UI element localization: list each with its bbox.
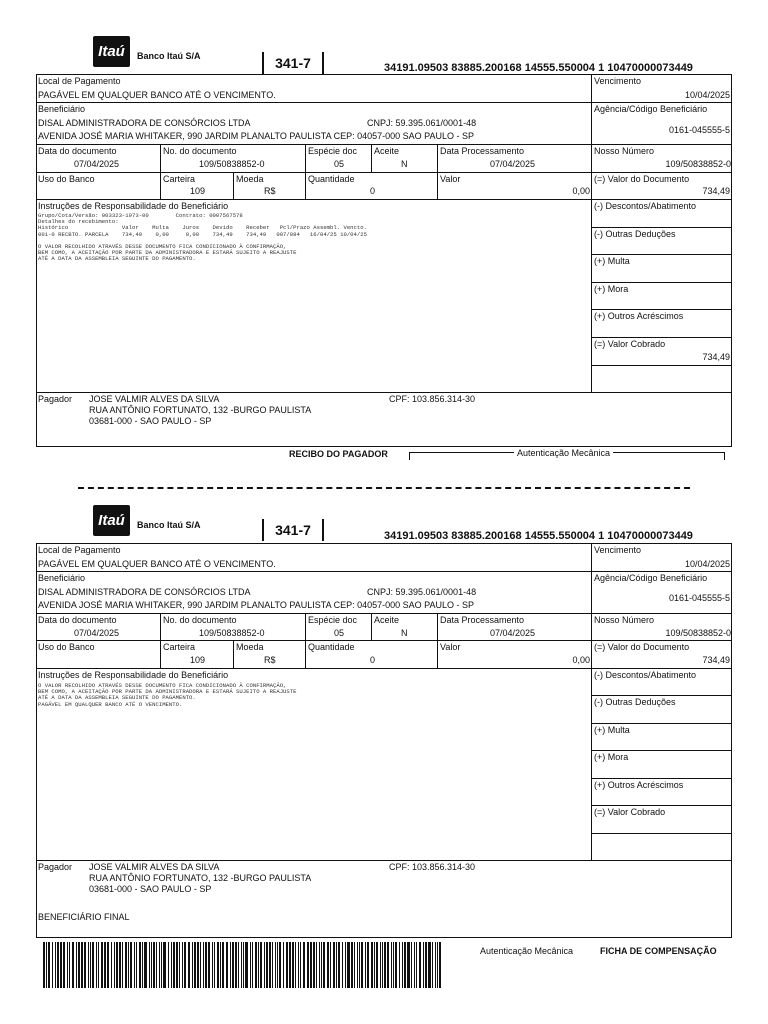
barcode-bar: [153, 942, 155, 988]
no-documento: 109/50838852-0: [199, 628, 265, 638]
label-agencia-codigo: Agência/Código Beneficiário: [594, 573, 708, 583]
barcode-bar: [275, 942, 276, 988]
valor-documento: 734,49: [702, 655, 730, 665]
data-processamento: 07/04/2025: [490, 159, 536, 169]
barcode-bar: [159, 942, 160, 988]
barcode-bar: [338, 942, 340, 988]
instruction-line: Detalhes do recebimento:: [38, 218, 119, 226]
label-carteira: Carteira: [163, 642, 196, 652]
label-aceite: Aceite: [374, 615, 400, 625]
label-valor: Valor: [440, 174, 461, 184]
label-valor: Valor: [440, 642, 461, 652]
barcode-bar: [241, 942, 242, 988]
barcode-bar: [226, 942, 228, 988]
barcode-bar: [192, 942, 193, 988]
pagador-cidade: 03681-000 - SAO PAULO - SP: [89, 884, 212, 894]
barcode-bar: [136, 942, 137, 988]
instruction-line: Histórico Valor Multa Juros Devido Receber Pcl/Prazo Assembl. Vencto.: [38, 224, 367, 232]
label-nosso-numero: Nosso Número: [594, 146, 655, 156]
label-data-documento: Data do documento: [38, 146, 117, 156]
barcode-bar: [319, 942, 320, 988]
label-data-processamento: Data Processamento: [440, 146, 525, 156]
barcode-bar: [232, 942, 234, 988]
barcode-bar: [376, 942, 378, 988]
barcode-bar: [252, 942, 253, 988]
instruction-line: 001-0 RECBTO. PARCELA 734,49 0,00 0,00 734,49 734,49 007/084 16/04/25 10/04/25: [38, 230, 367, 238]
quantidade: 0: [370, 186, 376, 196]
agencia-codigo: 0161-045555-5: [668, 593, 730, 603]
barcode-bar: [179, 942, 180, 988]
barcode-bar: [374, 942, 375, 988]
barcode-bar: [81, 942, 83, 988]
instruction-line: Grupo/Cota/Versão: 003323-1973-00 Contrato: 0007567578: [38, 212, 243, 219]
label-outras-deducoes: (-) Outras Deduções: [594, 697, 676, 707]
barcode-bar: [255, 942, 257, 988]
barcode-bar: [212, 942, 213, 988]
barcode-bar: [43, 942, 45, 988]
barcode-bar: [272, 942, 273, 988]
label-outros-acrescimos: (+) Outros Acréscimos: [594, 780, 684, 790]
label-pagador: Pagador: [38, 394, 73, 404]
pagador-endereco: RUA ANTÔNIO FORTUNATO, 132 -BURGO PAULISTA: [89, 405, 312, 415]
label-outros-acrescimos: (+) Outros Acréscimos: [594, 311, 684, 321]
label-moeda: Moeda: [236, 174, 264, 184]
barcode-bar: [130, 942, 132, 988]
instruction-line: BEM COMO, A ACEITAÇÃO POR PARTE DA ADMINISTRADORA E ESTARÁ SUJEITO A REAJUSTE: [38, 688, 297, 696]
barcode-bar: [279, 942, 281, 988]
barcode-bar: [300, 942, 301, 988]
barcode-bar: [437, 942, 438, 988]
barcode-bar: [351, 942, 353, 988]
itau-logo: Itaú: [93, 36, 130, 67]
instruction-line: O VALOR RECOLHIDO ATRAVÉS DESSE DOCUMENTO FICA CONDICIONADO À CONFIRMAÇÃO,: [38, 243, 287, 251]
barcode-bar: [235, 942, 237, 988]
agencia-codigo: 0161-045555-5: [668, 125, 730, 135]
especie-doc: 05: [334, 159, 345, 169]
label-nosso-numero: Nosso Número: [594, 615, 655, 625]
barcode-bar: [149, 942, 150, 988]
barcode-bar: [200, 942, 201, 988]
instruction-line: ATÉ A DATA DA ASSEMBLEIA SEGUINTE DO PAGAMENTO.: [38, 255, 196, 263]
barcode-bar: [142, 942, 143, 988]
valor: 0,00: [572, 186, 590, 196]
data-documento: 07/04/2025: [74, 159, 120, 169]
barcode-bar: [238, 942, 239, 988]
bank-code: 341-7: [262, 52, 324, 74]
label-valor-documento: (=) Valor do Documento: [594, 174, 690, 184]
quantidade: 0: [370, 655, 376, 665]
label-outras-deducoes: (-) Outras Deduções: [594, 229, 676, 239]
beneficiario-endereco: AVENIDA JOSÉ MARIA WHITAKER, 990 JARDIM PLANALTO PAULISTA CEP: 04057-000 SAO PAULO - SP: [38, 600, 474, 610]
barcode-bar: [423, 942, 424, 988]
barcode-bar: [208, 942, 210, 988]
barcode-bar: [367, 942, 369, 988]
barcode-bar: [292, 942, 294, 988]
barcode-bar: [125, 942, 127, 988]
barcode-bar: [134, 942, 135, 988]
itau-logo: Itaú: [93, 505, 130, 536]
barcode-bar: [222, 942, 224, 988]
nosso-numero: 109/50838852-0: [665, 628, 731, 638]
label-instrucoes: Instruções de Responsabilidade do Beneficiário: [38, 670, 229, 680]
barcode-bar: [380, 942, 381, 988]
beneficiario-cnpj: CNPJ: 59.395.061/0001-48: [367, 118, 477, 128]
label-data-processamento: Data Processamento: [440, 615, 525, 625]
barcode-bar: [173, 942, 175, 988]
cut-line: [78, 487, 690, 489]
barcode-bar: [197, 942, 199, 988]
instruction-line: BEM COMO, A ACEITAÇÃO POR PARTE DA ADMINISTRADORA E ESTARÁ SUJEITO A REAJUSTE: [38, 249, 297, 257]
barcode-bar: [414, 942, 415, 988]
barcode-bar: [286, 942, 288, 988]
recibo-pagador-title: RECIBO DO PAGADOR: [289, 449, 388, 459]
barcode-bar: [316, 942, 317, 988]
barcode-bar: [402, 942, 403, 988]
barcode-bar: [104, 942, 106, 988]
valor-documento: 734,49: [702, 186, 730, 196]
barcode-bar: [393, 942, 394, 988]
barcode-bar: [382, 942, 383, 988]
barcode-bar: [96, 942, 97, 988]
label-local-pagamento: Local de Pagamento: [38, 76, 121, 86]
digitable-line: 34191.09503 83885.200168 14555.550004 1 10470000073449: [384, 62, 693, 74]
label-aceite: Aceite: [374, 146, 400, 156]
vencimento: 10/04/2025: [684, 90, 730, 100]
barcode-bar: [395, 942, 397, 988]
label-moeda: Moeda: [236, 642, 264, 652]
label-especie-doc: Espécie doc: [308, 615, 358, 625]
barcode-bar: [116, 942, 118, 988]
instructions-text: [38, 213, 367, 263]
barcode-bar: [387, 942, 389, 988]
bank-name: Banco Itaú S/A: [137, 520, 201, 530]
label-vencimento: Vencimento: [594, 76, 642, 86]
barcode-bar: [245, 942, 248, 988]
carteira: 109: [190, 186, 206, 196]
especie-doc: 05: [334, 628, 345, 638]
ficha-compensacao-title: FICHA DE COMPENSAÇÃO: [600, 946, 717, 956]
valor-cobrado: 734,49: [702, 352, 730, 362]
label-vencimento: Vencimento: [594, 545, 642, 555]
instructions-text: [38, 683, 296, 708]
barcode-bar: [243, 942, 244, 988]
barcode-bar: [92, 942, 94, 988]
barcode: [43, 942, 448, 988]
instruction-line: PAGÁVEL EM QUALQUER BANCO ATÉ O VENCIMENTO.: [38, 700, 183, 708]
label-beneficiario: Beneficiário: [38, 104, 86, 114]
barcode-bar: [144, 942, 147, 988]
barcode-bar: [260, 942, 262, 988]
barcode-bar: [371, 942, 373, 988]
barcode-bar: [98, 942, 99, 988]
barcode-bar: [214, 942, 215, 988]
moeda: R$: [264, 186, 276, 196]
barcode-bar: [354, 942, 355, 988]
bank-code: 341-7: [262, 519, 324, 541]
label-pagador: Pagador: [38, 862, 73, 872]
barcode-bar: [69, 942, 70, 988]
nosso-numero: 109/50838852-0: [665, 159, 731, 169]
barcode-bar: [114, 942, 115, 988]
pagador-nome: JOSE VALMIR ALVES DA SILVA: [89, 862, 220, 872]
bank-name: Banco Itaú S/A: [137, 51, 201, 61]
barcode-bar: [128, 942, 129, 988]
barcode-bar: [419, 942, 421, 988]
barcode-bar: [407, 942, 410, 988]
barcode-bar: [277, 942, 278, 988]
barcode-bar: [357, 942, 358, 988]
aceite: N: [401, 159, 408, 169]
label-beneficiario: Beneficiário: [38, 573, 86, 583]
autenticacao-mecanica-label: Autenticação Mecânica: [480, 946, 574, 956]
barcode-bar: [365, 942, 366, 988]
barcode-bar: [359, 942, 360, 988]
barcode-bar: [342, 942, 343, 988]
label-data-documento: Data do documento: [38, 615, 117, 625]
label-descontos: (-) Descontos/Abatimento: [594, 670, 697, 680]
barcode-bar: [310, 942, 312, 988]
barcode-bar: [289, 942, 291, 988]
barcode-bar: [295, 942, 296, 988]
label-valor-cobrado: (=) Valor Cobrado: [594, 339, 666, 349]
barcode-bar: [203, 942, 204, 988]
label-quantidade: Quantidade: [308, 642, 355, 652]
barcode-bar: [161, 942, 162, 988]
pagador-cidade: 03681-000 - SAO PAULO - SP: [89, 416, 212, 426]
barcode-bar: [439, 942, 441, 988]
barcode-bar: [46, 942, 47, 988]
label-no-documento: No. do documento: [163, 146, 237, 156]
data-documento: 07/04/2025: [74, 628, 120, 638]
label-valor-documento: (=) Valor do Documento: [594, 642, 690, 652]
pagador-cpf: CPF: 103.856.314-30: [389, 862, 476, 872]
label-instrucoes: Instruções de Responsabilidade do Beneficiário: [38, 201, 229, 211]
barcode-bar: [333, 942, 335, 988]
barcode-bar: [84, 942, 86, 988]
barcode-bar: [230, 942, 231, 988]
data-processamento: 07/04/2025: [490, 628, 536, 638]
barcode-bar: [163, 942, 166, 988]
barcode-bar: [217, 942, 219, 988]
label-mora: (+) Mora: [594, 284, 629, 294]
barcode-bar: [220, 942, 221, 988]
barcode-bar: [151, 942, 152, 988]
barcode-bar: [323, 942, 325, 988]
label-multa: (+) Multa: [594, 256, 630, 266]
label-mora: (+) Mora: [594, 752, 629, 762]
barcode-bar: [411, 942, 412, 988]
valor: 0,00: [572, 655, 590, 665]
barcode-bar: [428, 942, 431, 988]
barcode-bar: [321, 942, 322, 988]
barcode-bar: [184, 942, 186, 988]
barcode-bar: [269, 942, 271, 988]
barcode-bar: [425, 942, 427, 988]
barcode-bar: [361, 942, 363, 988]
barcode-bar: [119, 942, 121, 988]
barcode-bar: [156, 942, 157, 988]
barcode-bar: [435, 942, 436, 988]
barcode-bar: [399, 942, 400, 988]
instruction-line: O VALOR RECOLHIDO ATRAVÉS DESSE DOCUMENTO FICA CONDICIONADO À CONFIRMAÇÃO,: [38, 682, 287, 689]
barcode-bar: [347, 942, 350, 988]
barcode-bar: [72, 942, 74, 988]
barcode-bar: [205, 942, 207, 988]
barcode-bar: [171, 942, 172, 988]
barcode-bar: [52, 942, 53, 988]
barcode-bar: [307, 942, 309, 988]
vencimento: 10/04/2025: [684, 559, 730, 569]
beneficiario-nome: DISAL ADMINISTRADORA DE CONSÓRCIOS LTDA: [38, 118, 251, 128]
barcode-bar: [404, 942, 406, 988]
barcode-bar: [122, 942, 123, 988]
barcode-bar: [107, 942, 109, 988]
barcode-bar: [266, 942, 268, 988]
barcode-bar: [194, 942, 196, 988]
barcode-bar: [63, 942, 65, 988]
beneficiario-endereco: AVENIDA JOSÉ MARIA WHITAKER, 990 JARDIM PLANALTO PAULISTA CEP: 04057-000 SAO PAULO - SP: [38, 131, 474, 141]
barcode-bar: [101, 942, 103, 988]
barcode-bar: [90, 942, 91, 988]
label-agencia-codigo: Agência/Código Beneficiário: [594, 104, 708, 114]
label-uso-banco: Uso do Banco: [38, 642, 95, 652]
barcode-bar: [391, 942, 392, 988]
barcode-bar: [48, 942, 50, 988]
beneficiario-final-label: BENEFICIÁRIO FINAL: [38, 912, 130, 922]
label-uso-banco: Uso do Banco: [38, 174, 95, 184]
barcode-bar: [57, 942, 59, 988]
barcode-bar: [258, 942, 259, 988]
pagador-nome: JOSE VALMIR ALVES DA SILVA: [89, 394, 220, 404]
barcode-bar: [55, 942, 56, 988]
no-documento: 109/50838852-0: [199, 159, 265, 169]
barcode-bar: [139, 942, 141, 988]
aceite: N: [401, 628, 408, 638]
barcode-bar: [303, 942, 305, 988]
barcode-bar: [182, 942, 183, 988]
beneficiario-cnpj: CNPJ: 59.395.061/0001-48: [367, 587, 477, 597]
barcode-bar: [283, 942, 284, 988]
label-valor-cobrado: (=) Valor Cobrado: [594, 807, 666, 817]
pagador-endereco: RUA ANTÔNIO FORTUNATO, 132 -BURGO PAULISTA: [89, 873, 312, 883]
barcode-bar: [345, 942, 346, 988]
barcode-bar: [188, 942, 190, 988]
digitable-line: 34191.09503 83885.200168 14555.550004 1 10470000073449: [384, 530, 693, 542]
instruction-line: ATÉ A DATA DA ASSEMBLEIA SEGUINTE DO PAGAMENTO.: [38, 694, 196, 702]
label-no-documento: No. do documento: [163, 615, 237, 625]
autenticacao-mecanica-label: Autenticação Mecânica: [514, 448, 613, 458]
barcode-bar: [327, 942, 329, 988]
barcode-bar: [298, 942, 299, 988]
barcode-bar: [76, 942, 77, 988]
barcode-bar: [336, 942, 337, 988]
barcode-bar: [432, 942, 433, 988]
label-carteira: Carteira: [163, 174, 196, 184]
barcode-bar: [384, 942, 386, 988]
barcode-bar: [78, 942, 80, 988]
barcode-bar: [67, 942, 68, 988]
barcode-bar: [60, 942, 62, 988]
barcode-bar: [330, 942, 331, 988]
label-especie-doc: Espécie doc: [308, 146, 358, 156]
moeda: R$: [264, 655, 276, 665]
carteira: 109: [190, 655, 206, 665]
label-multa: (+) Multa: [594, 725, 630, 735]
label-local-pagamento: Local de Pagamento: [38, 545, 121, 555]
label-descontos: (-) Descontos/Abatimento: [594, 201, 697, 211]
local-pagamento: PAGÁVEL EM QUALQUER BANCO ATÉ O VENCIMENTO.: [38, 90, 276, 100]
local-pagamento: PAGÁVEL EM QUALQUER BANCO ATÉ O VENCIMENTO.: [38, 559, 276, 569]
barcode-bar: [168, 942, 169, 988]
barcode-bar: [111, 942, 112, 988]
barcode-bar: [176, 942, 178, 988]
pagador-cpf: CPF: 103.856.314-30: [389, 394, 476, 404]
barcode-bar: [416, 942, 417, 988]
barcode-bar: [264, 942, 265, 988]
barcode-bar: [88, 942, 89, 988]
barcode-bar: [313, 942, 315, 988]
barcode-bar: [250, 942, 251, 988]
label-quantidade: Quantidade: [308, 174, 355, 184]
beneficiario-nome: DISAL ADMINISTRADORA DE CONSÓRCIOS LTDA: [38, 587, 251, 597]
